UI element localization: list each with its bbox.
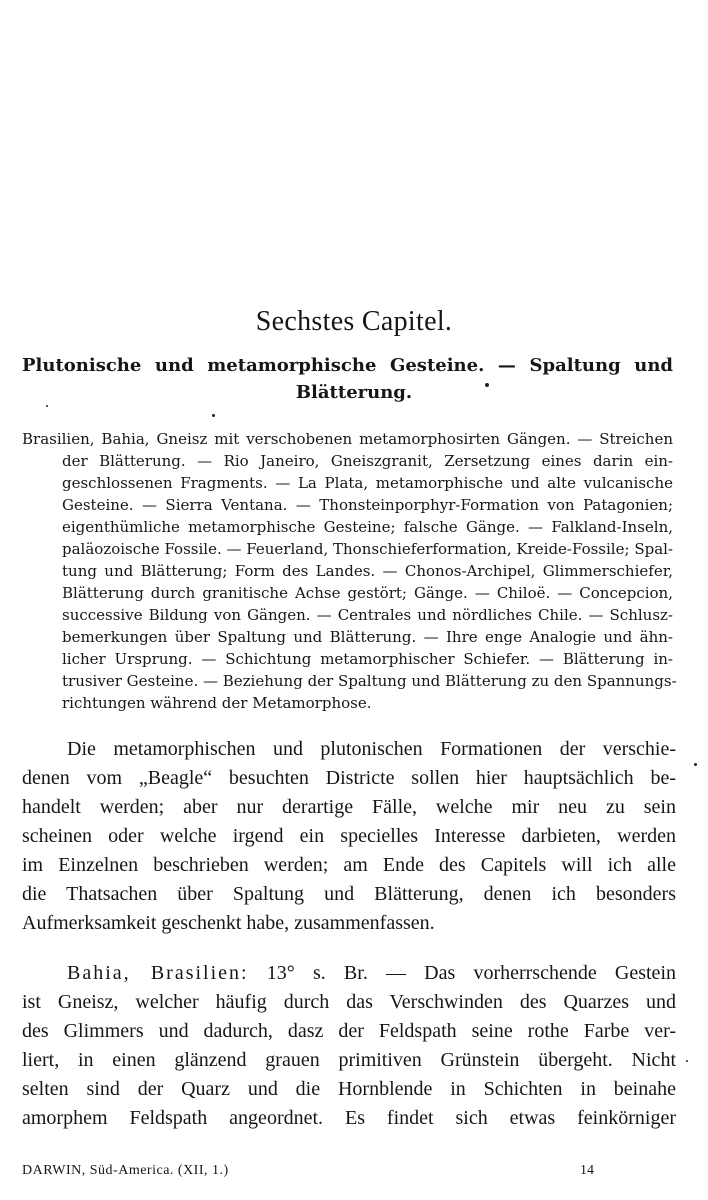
ink-speck	[212, 414, 215, 417]
signature-mark: 14	[580, 1163, 594, 1178]
paragraph-line: selten sind der Quarz und die Hornblende in Schichten in beinahe	[22, 1078, 676, 1100]
paragraph-line	[67, 959, 676, 988]
ink-speck	[694, 763, 697, 766]
paragraph-line: scheinen oder welche irgend ein specielles Interesse darbieten, werden	[22, 825, 676, 847]
summary-line: successive Bildung von Gängen. — Centrales und nördliches Chile. — Schlusz-	[62, 606, 673, 624]
place-heading: Bahia, Brasilien:	[67, 962, 249, 984]
summary-line: der Blätterung. — Rio Janeiro, Gneiszgranit, Zersetzung eines darin ein-	[62, 452, 673, 470]
ink-speck	[686, 1060, 688, 1062]
summary-line: trusiver Gesteine. — Beziehung der Spaltung und Blätterung zu den Spannungs-	[62, 672, 677, 690]
summary-line: licher Ursprung. — Schichtung metamorphischer Schiefer. — Blätterung in-	[62, 650, 673, 668]
paragraph-line: Aufmerksamkeit geschenkt habe, zusammenfassen.	[22, 912, 435, 934]
paragraph-line: ist Gneisz, welcher häufig durch das Verschwinden des Quarzes und	[22, 991, 676, 1013]
paragraph-line: des Glimmers und dadurch, dasz der Feldspath seine rothe Farbe ver-	[22, 1020, 676, 1042]
paragraph-line: amorphem Feldspath angeordnet. Es findet sich etwas feinkörniger	[22, 1107, 676, 1129]
summary-line: Brasilien, Bahia, Gneisz mit verschobenen metamorphosirten Gängen. — Streichen	[22, 430, 673, 448]
chapter-title: Sechstes Capitel.	[255, 306, 453, 337]
summary-line: Blätterung durch granitische Achse gestört; Gänge. — Chiloë. — Concepcion,	[62, 584, 673, 602]
ink-speck	[485, 383, 489, 387]
paragraph-line: denen vom „Beagle“ besuchten Districte sollen hier hauptsächlich be-	[22, 767, 676, 789]
summary-line: paläozoische Fossile. — Feuerland, Thonschieferformation, Kreide-Fossile; Spal-	[62, 540, 673, 558]
chapter-subtitle-line-2: Blätterung.	[295, 382, 413, 403]
ink-speck	[46, 405, 48, 407]
summary-line: Gesteine. — Sierra Ventana. — Thonsteinporphyr-Formation von Patagonien;	[62, 496, 673, 514]
chapter-subtitle-line-1: Plutonische und metamorphische Gesteine. — Spaltung und	[22, 355, 673, 376]
paragraph-line: handelt werden; aber nur derartige Fälle, welche mir neu zu sein	[22, 796, 676, 818]
summary-line: eigenthümliche metamorphische Gesteine; falsche Gänge. — Falkland-Inseln,	[62, 518, 673, 536]
paragraph-line-rest: 13° s. Br. — Das vorherrschende Gestein	[266, 962, 676, 984]
paragraph-line: die Thatsachen über Spaltung und Blätterung, denen ich besonders	[22, 883, 676, 905]
paragraph-line: im Einzelnen beschrieben werden; am Ende des Capitels will ich alle	[22, 854, 676, 876]
summary-line: geschlossenen Fragments. — La Plata, metamorphische und alte vulcanische	[62, 474, 673, 492]
summary-line: tung und Blätterung; Form des Landes. — Chonos-Archipel, Glimmerschiefer,	[62, 562, 673, 580]
paragraph-line: liert, in einen glänzend grauen primitiven Grünstein übergeht. Nicht	[22, 1049, 676, 1071]
printer-signature: DARWIN, Süd-America. (XII, 1.)	[22, 1163, 229, 1178]
summary-line: bemerkungen über Spaltung und Blätterung. — Ihre enge Analogie und ähn-	[62, 628, 673, 646]
summary-line: richtungen während der Metamorphose.	[62, 694, 372, 712]
paragraph-line: Die metamorphischen und plutonischen Formationen der verschie-	[67, 738, 676, 760]
